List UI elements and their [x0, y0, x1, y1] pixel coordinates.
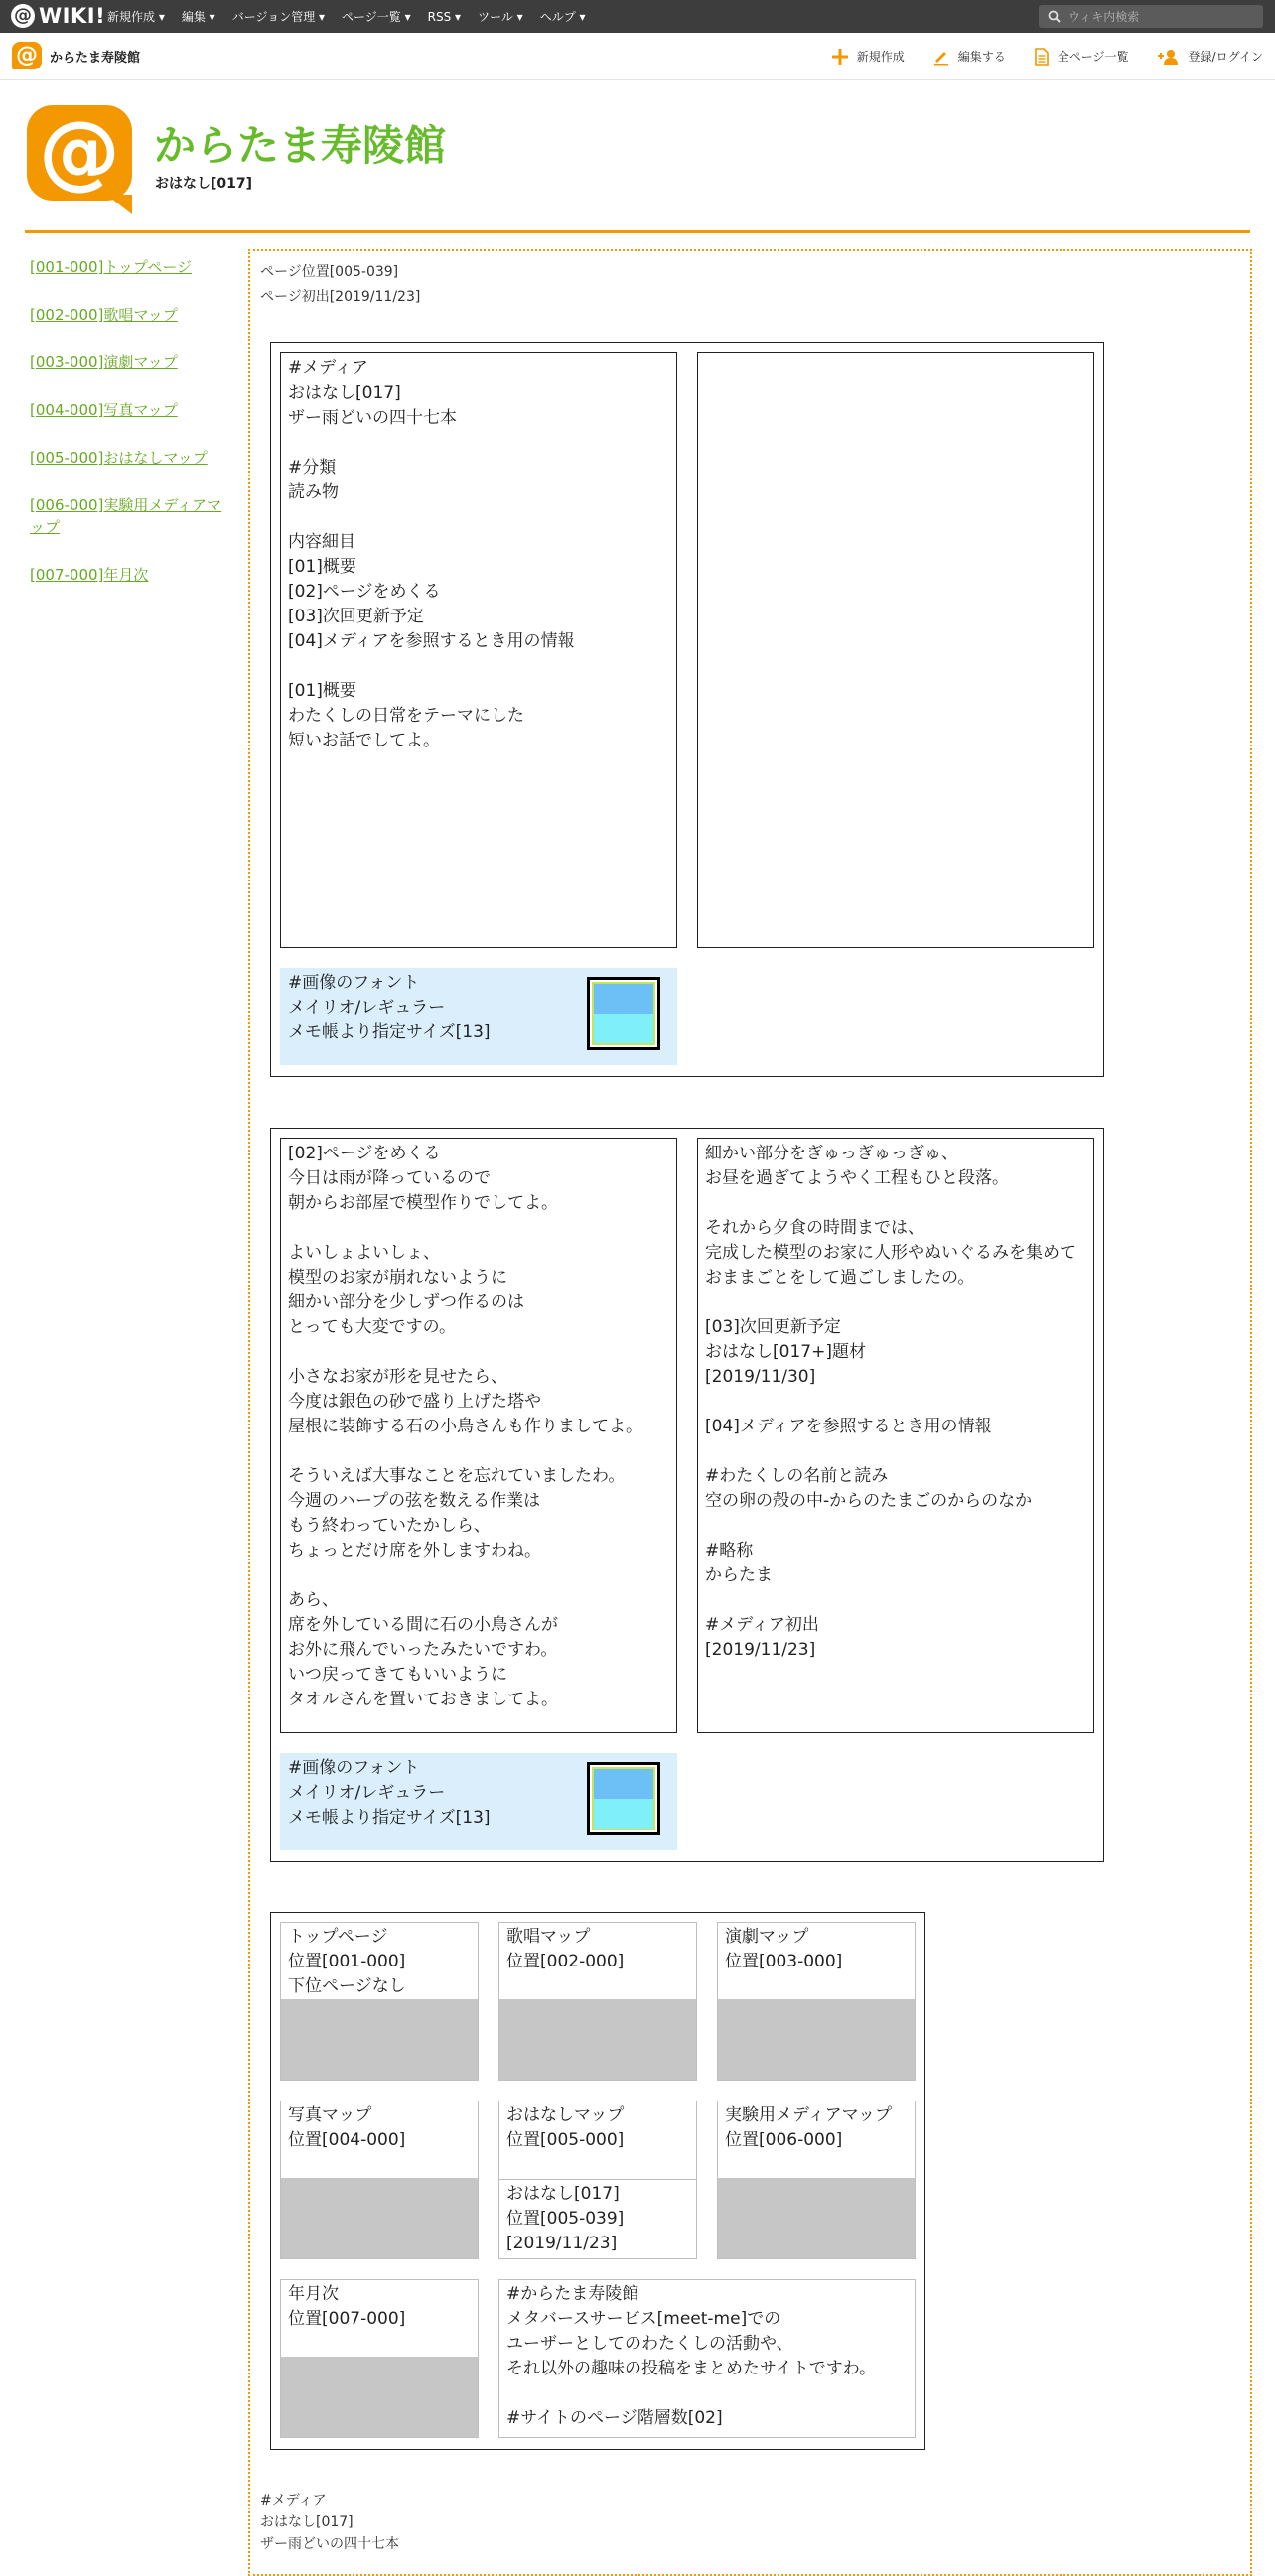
page-meta: [260, 260, 420, 310]
bottom-line: #メディア: [260, 2493, 327, 2508]
map-thumb: [718, 2178, 915, 2258]
edit-label: 編集する: [957, 50, 1006, 64]
bottom-media-info: [260, 2490, 399, 2555]
page-first-published: ページ初出[2019/11/23]: [260, 289, 421, 305]
header-divider: [25, 230, 1250, 233]
map-cell-photo-map[interactable]: 写真マップ 位置[004-000]: [280, 2101, 479, 2259]
page-title: おはなし[017]: [155, 176, 253, 192]
sidebar-item-monthly[interactable]: [007-000]年月次: [30, 566, 149, 584]
top-navbar: [0, 0, 1275, 33]
users-icon: [1157, 49, 1181, 65]
at-logo-icon: @: [11, 4, 35, 28]
panel2-font-swatch: [587, 1762, 660, 1835]
panel2-font-info: #画像のフォント メイリオ/レギュラー メモ帳より指定サイズ[13]: [280, 1753, 677, 1850]
site-home-link[interactable]: [12, 42, 140, 69]
wiki-search[interactable]: [1039, 5, 1263, 28]
panel2-text-right: 細かい部分をぎゅっぎゅっぎゅ、 お昼を過ぎてようやく工程もひと段落。 それから夕食の時間までは、 完成した模型のお家に人形やぬいぐるみを集めて おままごとをして過ごしましたの。 [03]次回更新予定 おはなし[017+]題材 [2019/11/30] [04]メディアを参照するとき用の情報 #わたくしの名前と読み 空の卵の殻の中-からのたまごのからのなか #略称 からたま #メディア初出 [2019/11/23]: [697, 1138, 1094, 1733]
at-large-icon: @: [39, 104, 120, 199]
menu-rss[interactable]: RSS ▾: [427, 9, 462, 24]
new-page-label: 新規作成: [856, 50, 905, 64]
panel1-text-left: #メディア おはなし[017] ザー雨どいの四十七本 #分類 読み物 内容細目 [01]概要 [02]ページをめくる [03]次回更新予定 [04]メディアを参照するとき用の情報 [01]概要 わたくしの日常をテーマにした 短いお話でしてよ。: [280, 352, 677, 948]
search-icon: [1048, 10, 1061, 23]
menu-help[interactable]: ヘルプ ▾: [539, 10, 586, 24]
new-page-button[interactable]: [831, 48, 905, 66]
map-cell-song-map[interactable]: 歌唱マップ 位置[002-000]: [498, 1922, 697, 2081]
top-menu: [107, 0, 603, 33]
site-logo[interactable]: [27, 105, 132, 201]
page-actions: [803, 33, 1263, 79]
pencil-icon: [932, 48, 950, 66]
page-position: ページ位置[005-039]: [260, 264, 399, 280]
panel1-text-right: [697, 352, 1094, 948]
map-thumb: [281, 1999, 478, 2080]
sidebar-item-drama-map[interactable]: [003-000]演劇マップ: [30, 353, 178, 371]
sidebar-item-media-lab-map[interactable]: [006-000]実験用メディアマップ: [30, 496, 222, 536]
login-button[interactable]: [1157, 48, 1263, 65]
logo-text: WIKI!: [39, 4, 106, 28]
site-name: からたま寿陵館: [50, 50, 141, 66]
sidebar-item-song-map[interactable]: [002-000]歌唱マップ: [30, 306, 178, 324]
menu-new[interactable]: 新規作成 ▾: [107, 10, 165, 24]
bottom-line: ザー雨どいの四十七本: [260, 2536, 399, 2552]
site-title[interactable]: からたま寿陵館: [154, 121, 447, 170]
menu-version[interactable]: バージョン管理 ▾: [231, 10, 326, 24]
all-pages-button[interactable]: [1034, 48, 1129, 66]
search-input[interactable]: [1066, 9, 1254, 25]
sidebar-item-story-map[interactable]: [005-000]おはなしマップ: [30, 449, 208, 467]
map-current-page[interactable]: おはなし[017] 位置[005-039] [2019/11/23]: [499, 2179, 696, 2258]
map-cell-monthly[interactable]: 年月次 位置[007-000]: [280, 2279, 479, 2438]
site-logo-icon: @: [12, 42, 42, 69]
document-icon: [1034, 48, 1050, 66]
atwiki-logo[interactable]: [11, 4, 105, 28]
sidebar-item-top-page[interactable]: [001-000]トップページ: [30, 258, 193, 276]
map-cell-site-info: #からたま寿陵館 メタバースサービス[meet-me]での ユーザーとしてのわたくしの活動や、 それ以外の趣味の投稿をまとめたサイトですわ。 #サイトのページ階層数[02]: [498, 2279, 916, 2438]
panel1-font-info: #画像のフォント メイリオ/レギュラー メモ帳より指定サイズ[13]: [280, 968, 677, 1065]
map-thumb: [281, 2357, 478, 2437]
edit-button[interactable]: [932, 48, 1006, 66]
map-cell-story-map[interactable]: おはなしマップ 位置[005-000] おはなし[017] 位置[005-039] [2019/11/23]: [498, 2101, 697, 2259]
site-toolbar: [0, 33, 1275, 80]
menu-edit[interactable]: 編集 ▾: [181, 10, 215, 24]
plus-icon: [831, 48, 849, 66]
all-pages-label: 全ページ一覧: [1057, 50, 1129, 64]
panel1-font-swatch: [587, 977, 660, 1050]
map-cell-drama-map[interactable]: 演劇マップ 位置[003-000]: [717, 1922, 916, 2081]
map-cell-top-page[interactable]: トップページ 位置[001-000] 下位ページなし: [280, 1922, 479, 2081]
sidebar-menu: [30, 256, 233, 611]
map-cell-media-lab-map[interactable]: 実験用メディアマップ 位置[006-000]: [717, 2101, 916, 2259]
map-thumb: [499, 1999, 696, 2080]
menu-page-list[interactable]: ページ一覧 ▾: [342, 10, 411, 24]
panel2-text-left: [02]ページをめくる 今日は雨が降っているので 朝からお部屋で模型作りでしてよ。 よいしょよいしょ、 模型のお家が崩れないように 細かい部分を少しずつ作るのは とっても大変ですの。 小さなお家が形を見せたら、 今度は銀色の砂で盛り上げた塔や 屋根に装飾する石の小鳥さんも作りましてよ。 そういえば大事なことを忘れていましたわ。 今週のハープの弦を数える作業は もう終わっていたかしら、 ちょっとだけ席を外しますわね。 あら、 席を外している間に石の小鳥さんが お外に飛んでいったみたいですわ。 いつ戻ってきてもいいように タオルさんを置いておきましてよ。: [280, 1138, 677, 1733]
map-thumb: [718, 1999, 915, 2080]
login-label: 登録/ログイン: [1188, 50, 1263, 64]
bottom-line: おはなし[017]: [260, 2514, 354, 2530]
sidebar-item-photo-map[interactable]: [004-000]写真マップ: [30, 401, 178, 419]
map-thumb: [281, 2178, 478, 2258]
menu-tools[interactable]: ツール ▾: [478, 10, 523, 24]
